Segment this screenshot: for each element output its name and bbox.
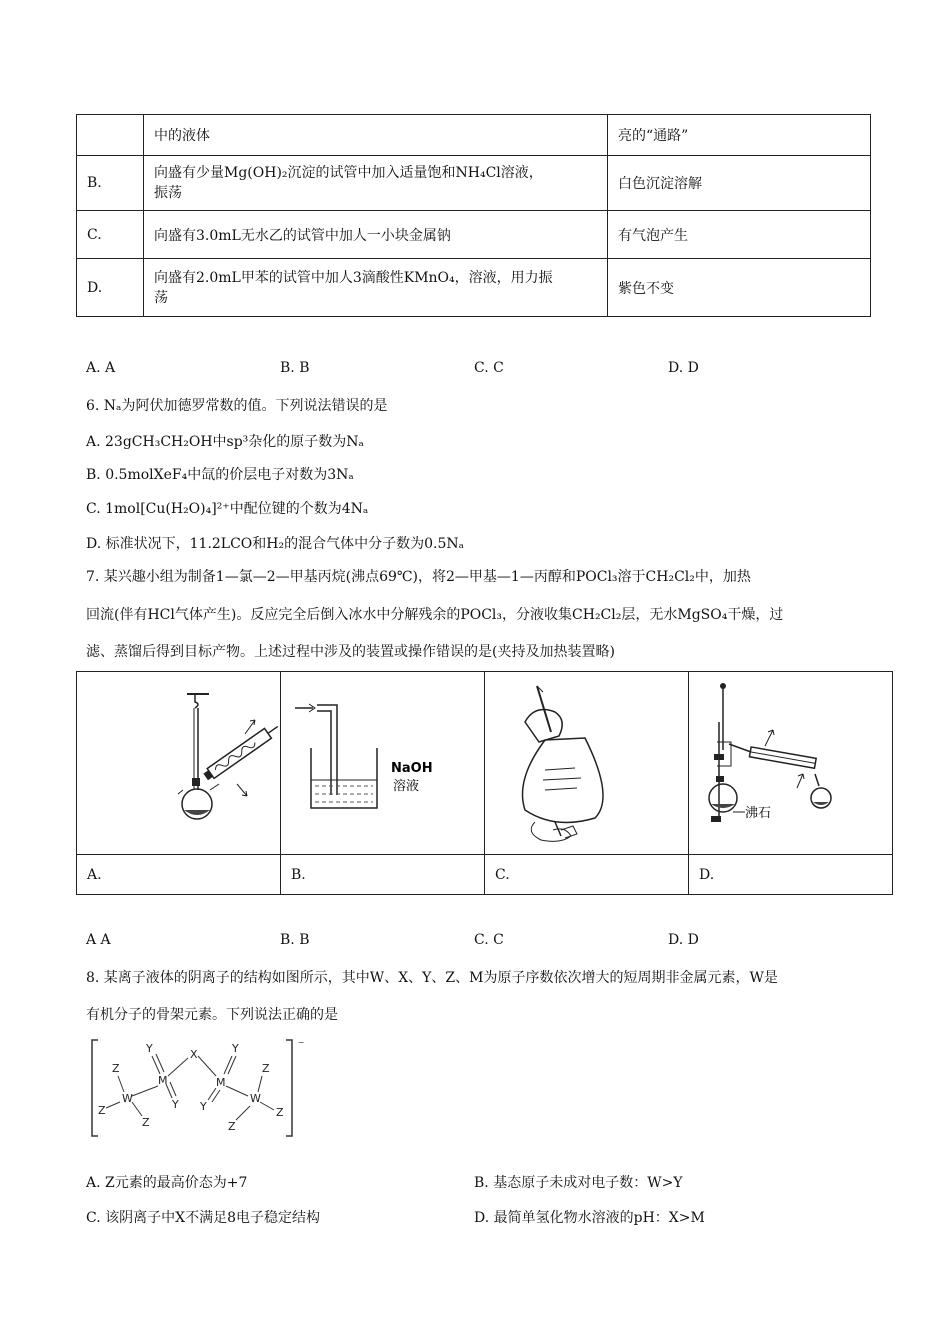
q5-answer-c[interactable]: C. C bbox=[474, 360, 504, 376]
atom-z: Z bbox=[98, 1104, 106, 1117]
q5-answer-d[interactable]: D. D bbox=[668, 360, 699, 376]
label-c: C. bbox=[485, 855, 689, 895]
q8-option-c[interactable]: C. 该阴离子中X不满足8电子稳定结构 bbox=[86, 1210, 320, 1226]
q7-answer-b[interactable]: B. B bbox=[280, 932, 310, 948]
atom-z: Z bbox=[142, 1116, 150, 1129]
q7-apparatus-table bbox=[76, 671, 893, 895]
atom-w: W bbox=[250, 1092, 261, 1105]
q6-option-b[interactable]: B. 0.5molXeF₄中氙的价层电子对数为3Nₐ bbox=[86, 467, 354, 483]
row-operation: 向盛有少量Mg(OH)₂沉淀的试管中加入适量饱和NH₄Cl溶液， 振荡 bbox=[144, 156, 608, 211]
separatory-funnel-icon bbox=[485, 672, 688, 850]
atom-y: Y bbox=[172, 1098, 179, 1111]
row-operation: 向盛有3.0mL无水乙的试管中加人一小块金属钠 bbox=[144, 211, 608, 259]
apparatus-b bbox=[281, 672, 485, 855]
table-row bbox=[77, 211, 871, 259]
table-row bbox=[77, 156, 871, 211]
q5-answer-a[interactable]: A. A bbox=[86, 360, 116, 376]
q8-option-a[interactable]: A. Z元素的最高价态为+7 bbox=[86, 1175, 248, 1191]
q7-stem-line2: 回流(伴有HCl气体产生)。反应完全后倒入冰水中分解残余的POCl₃，分液收集CH₂Cl₂层，无水MgSO₄干燥，过 bbox=[86, 607, 784, 623]
charge-sign: ⁻ bbox=[298, 1037, 305, 1051]
q6-option-d[interactable]: D. 标准状况下，11.2LCO和H₂的混合气体中分子数为0.5Nₐ bbox=[86, 536, 465, 552]
atom-z: Z bbox=[262, 1062, 270, 1075]
row-operation: 向盛有2.0mL甲苯的试管中加人3滴酸性KMnO₄，溶液，用力振 荡 bbox=[144, 259, 608, 317]
apparatus-c bbox=[485, 672, 689, 855]
q8-stem-line2: 有机分子的骨架元素。下列说法正确的是 bbox=[86, 1007, 338, 1023]
q6-option-c[interactable]: C. 1mol[Cu(H₂O)₄]²⁺中配位键的个数为4Nₐ bbox=[86, 501, 369, 517]
label-d: D. bbox=[689, 855, 893, 895]
label-b: B. bbox=[281, 855, 485, 895]
apparatus-a bbox=[77, 672, 281, 855]
row-label: C. bbox=[77, 211, 144, 259]
anion-structure-diagram bbox=[86, 1036, 316, 1140]
row-result: 有气泡产生 bbox=[608, 211, 871, 259]
table-header-row bbox=[77, 115, 871, 156]
q7-answer-c[interactable]: C. C bbox=[474, 932, 504, 948]
q6-option-a[interactable]: A. 23gCH₃CH₂OH中sp³杂化的原子数为Nₐ bbox=[86, 434, 364, 450]
atom-m: M bbox=[216, 1076, 226, 1089]
row-result: 紫色不变 bbox=[608, 259, 871, 317]
q7-stem-line1: 7. 某兴趣小组为制备1—氯—2—甲基丙烷(沸点69℃)，将2—甲基—1—丙醇和POCl₃溶于CH₂Cl₂中，加热 bbox=[86, 569, 751, 585]
q5-options-table bbox=[76, 114, 871, 317]
atom-m: M bbox=[158, 1074, 168, 1087]
q7-answer-d[interactable]: D. D bbox=[668, 932, 699, 948]
label-row bbox=[77, 855, 893, 895]
apparatus-row bbox=[77, 672, 893, 855]
q7-answer-a[interactable]: A A bbox=[86, 932, 111, 948]
q6-stem: 6. Nₐ为阿伏加德罗常数的值。下列说法错误的是 bbox=[86, 398, 388, 414]
label-a: A. bbox=[77, 855, 281, 895]
atom-w: W bbox=[122, 1092, 133, 1105]
atom-y: Y bbox=[200, 1100, 207, 1113]
row-label: D. bbox=[77, 259, 144, 317]
atom-z: Z bbox=[228, 1120, 236, 1133]
gas-absorption-beaker-icon bbox=[281, 672, 484, 850]
q8-option-d[interactable]: D. 最简单氢化物水溶液的pH：X>M bbox=[474, 1210, 705, 1226]
q8-option-b[interactable]: B. 基态原子未成对电子数：W>Y bbox=[474, 1175, 683, 1191]
distillation-apparatus-icon bbox=[689, 672, 892, 850]
atom-z: Z bbox=[112, 1062, 120, 1075]
naoh-label: NaOH bbox=[391, 761, 433, 776]
q5-answer-b[interactable]: B. B bbox=[280, 360, 310, 376]
row-result: 白色沉淀溶解 bbox=[608, 156, 871, 211]
atom-y: Y bbox=[232, 1042, 239, 1055]
table-row bbox=[77, 259, 871, 317]
row-label: B. bbox=[77, 156, 144, 211]
atom-y: Y bbox=[146, 1042, 153, 1055]
reflux-apparatus-icon bbox=[77, 672, 280, 850]
boiling-chips-label: 沸石 bbox=[745, 806, 772, 821]
header-col3: 亮的“通路” bbox=[608, 115, 871, 156]
apparatus-d bbox=[689, 672, 893, 855]
solution-label: 溶液 bbox=[393, 779, 420, 794]
q8-stem-line1: 8. 某离子液体的阴离子的结构如图所示，其中W、X、Y、Z、M为原子序数依次增大的短周期非金属元素，W是 bbox=[86, 970, 778, 986]
atom-z: Z bbox=[276, 1106, 284, 1119]
q7-stem-line3: 滤、蒸馏后得到目标产物。上述过程中涉及的装置或操作错误的是(夹持及加热装置略) bbox=[86, 644, 615, 660]
header-col2: 中的液体 bbox=[144, 115, 608, 156]
atom-x: X bbox=[190, 1048, 198, 1061]
